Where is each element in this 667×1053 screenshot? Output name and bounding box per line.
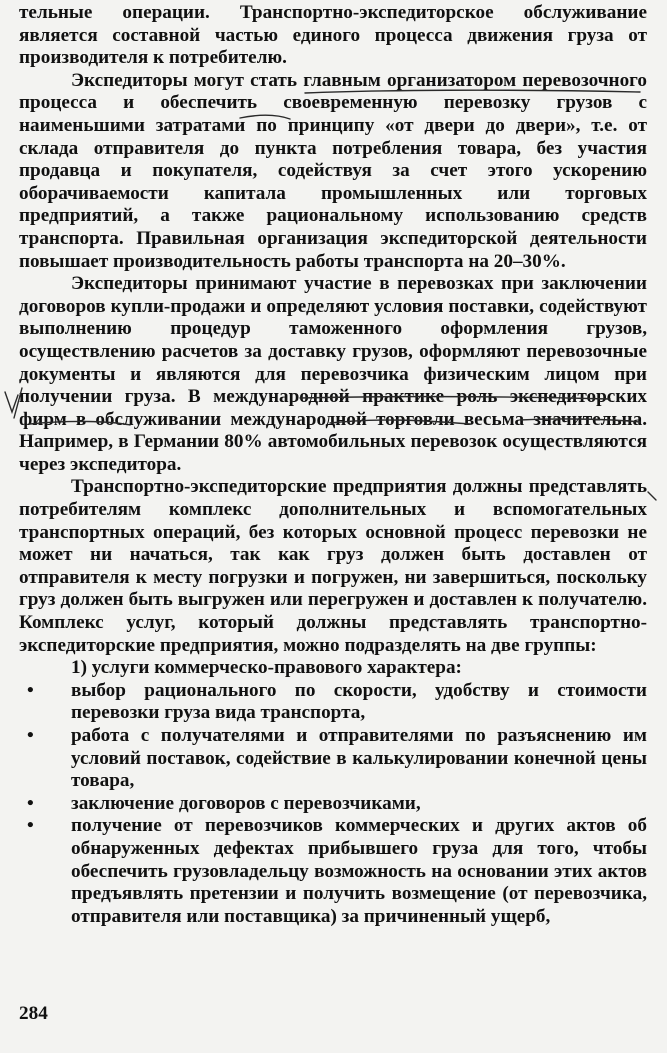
list-item-text: получение от перевозчиков коммерческих и других актов об обнаруженных дефектах прибывшего груза для того, чтобы обеспечить грузовладельцу возможность на основании этих актов предъявлять претензии и получить возмещение (от перевозчика, отправителя или поставщика) за причиненный ущерб, bbox=[71, 815, 647, 927]
paragraph-2: Экспедиторы могут стать главным организатором перевозочного процесса и обеспечить своевременную перевозку грузов с наименьшими затратами по принципу «от двери до двери», т.е. от склада отправителя до пункта потребления товара, без участия продавца и покупателя, содействуя за счет этого ускорению оборачиваемости капитала промышленных или торговых предприятий, а также рациональному использованию средств транспорта. Правильная организация экспедиторской деятельности повышает производительность работы транспорта на 20–30%. bbox=[19, 69, 647, 272]
list-item-text: заключение договоров с перевозчиками, bbox=[71, 792, 421, 814]
list-item-text: работа с получателями и отправителями по разъяснению им условий поставок, содействие в калькулировании конечной цены товара, bbox=[71, 725, 647, 792]
list-item bbox=[19, 815, 647, 928]
paragraph-4: Транспортно-экспедиторские предприятия должны представлять потребителям комплекс дополнительных и вспомогательных транспортных операций, без которых основной процесс перевозки не может ни начаться, так как груз должен быть доставлен от отправителя к месту погрузки и погружен, ни завершиться, поскольку груз должен быть выгружен или перегружен и доставлен к получателю. Комплекс услуг, который должны представлять транспортно-экспедиторские предприятия, можно подразделять на две группы: bbox=[19, 476, 647, 656]
bullet-icon: • bbox=[27, 679, 34, 701]
list-item bbox=[19, 725, 647, 793]
bullet-list bbox=[19, 680, 647, 929]
bullet-icon: • bbox=[27, 725, 34, 746]
bullet-icon: • bbox=[27, 815, 34, 837]
bullet-icon: • bbox=[27, 792, 34, 814]
list-item bbox=[19, 793, 647, 816]
paragraph-1: тельные операции. Транспортно-экспедиторское обслуживание является составной частью единого процесса движения груза от производителя к потребителю. bbox=[19, 2, 647, 69]
list-item-text: выбор рационального по скорости, удобству и стоимости перевозки груза вида транспорта, bbox=[71, 679, 647, 724]
group-label: 1) услуги коммерческо-правового характера: bbox=[71, 657, 462, 679]
tick-mark-icon bbox=[648, 492, 656, 500]
page-text bbox=[19, 2, 647, 928]
list-item bbox=[19, 680, 647, 725]
page-number: 284 bbox=[19, 1003, 48, 1024]
paragraph-3: Экспедиторы принимают участие в перевозках при заключении договоров купли-продажи и определяют условия поставки, содействуют выполнению процедур таможенного оформления грузов, осуществлению расчетов за доставку грузов, оформляют перевозочные документы и являются для перевозчика физическим лицом при получении груза. В международной практике роль экспедиторских фирм в обслуживании международной торговли весьма значительна. Например, в Германии 80% автомобильных перевозок осуществляются через экспедитора. bbox=[19, 273, 647, 475]
